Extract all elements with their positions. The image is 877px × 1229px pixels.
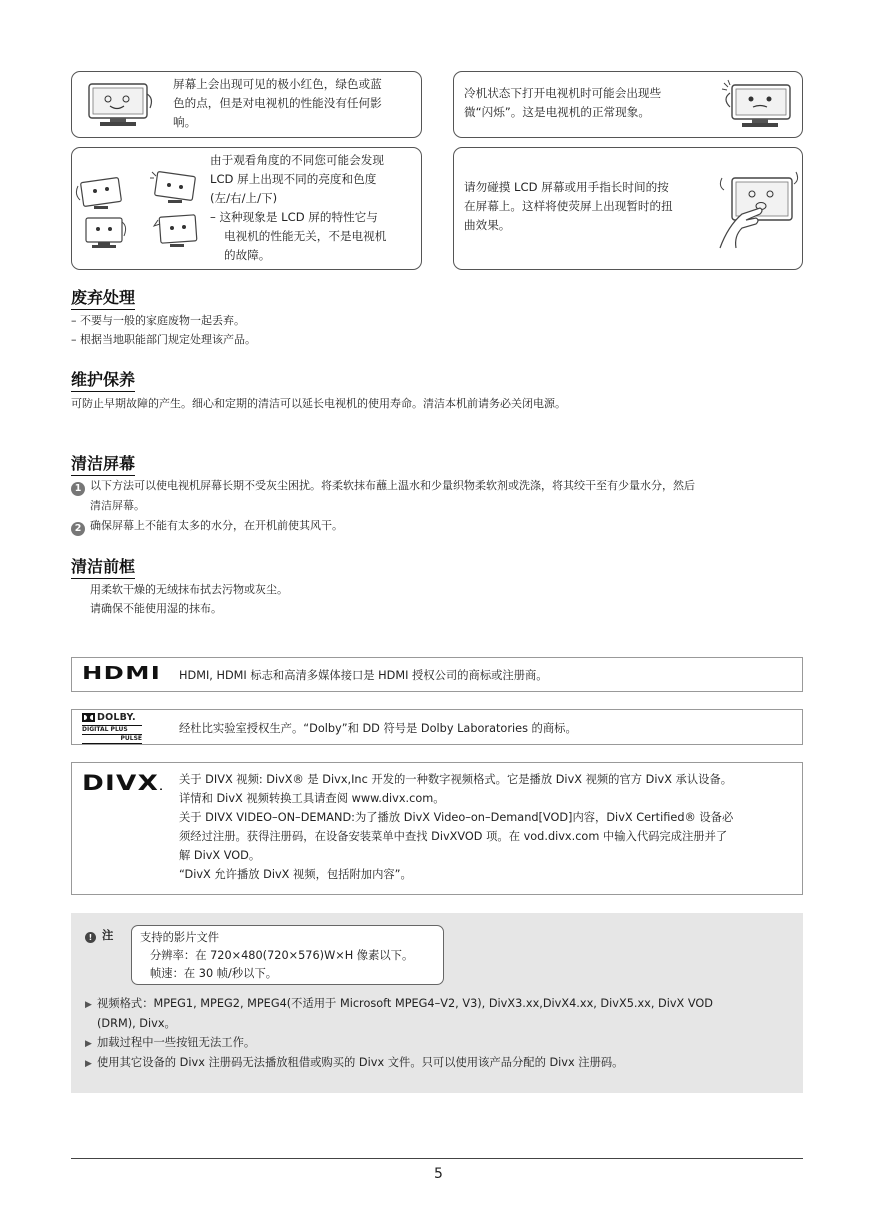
- notice-box-pixel-dots: [71, 71, 422, 138]
- tv-angles-icon: [74, 166, 206, 258]
- divx-trademark-row: [71, 762, 803, 895]
- note-box-line-2: 分辨率：在 720×480(720×576)W×H 像素以下。: [150, 949, 414, 962]
- notice-box-flicker: [453, 71, 803, 138]
- dolby-logo: [82, 712, 142, 744]
- note-bullet-2-text: 加载过程中一些按钮无法工作。: [97, 1036, 256, 1049]
- note-bullet-1-text: 视频格式：MPEG1, MPEG2, MPEG4(不适用于 Microsoft MPEG4–V2, V3), DivX3.xx,DivX4.xx, DivX5.xx, DivX VOD: [97, 997, 714, 1010]
- note-supported-files-box: [131, 925, 444, 985]
- footer-divider: [71, 1158, 803, 1159]
- box3-line-6: 的故障。: [224, 248, 271, 262]
- divx-line-5: 解 DivX VOD。: [179, 849, 261, 862]
- divx-logo-text: DIVX: [82, 771, 160, 795]
- hand-touching-tv-icon: [716, 166, 800, 250]
- divx-logo: DIVX.: [82, 771, 165, 795]
- hdmi-logo-text: HDMI: [82, 663, 162, 684]
- triangle-bullet-icon: ▶: [85, 1059, 92, 1069]
- note-icon: !: [85, 932, 96, 943]
- notice-box-no-touch: [453, 147, 803, 270]
- screen-cleaning-heading: 清洁屏幕: [71, 454, 135, 476]
- box1-line-3: 响。: [173, 115, 197, 129]
- frame-cleaning-line-2: 请确保不能使用湿的抹布。: [90, 602, 222, 615]
- disposal-line-2: – 根据当地职能部门规定处理该产品。: [71, 333, 256, 346]
- dolby-text: 经杜比实验室授权生产。“Dolby”和 DD 符号是 Dolby Laboratories 的商标。: [179, 722, 577, 735]
- box1-line-2: 色的点，但是对电视机的性能没有任何影: [173, 96, 382, 110]
- tv-shivering-icon: [718, 77, 798, 133]
- dolby-digital-plus: DIGITAL PLUS: [82, 725, 142, 735]
- screen-cleaning-item-1-cont: 清洁屏幕。: [90, 499, 145, 512]
- divx-line-2: 详情和 DivX 视频转换工具请查阅 www.divx.com。: [179, 792, 445, 805]
- box3-line-5: 电视机的性能无关，不是电视机: [224, 229, 387, 243]
- box4-line-2: 在屏幕上。这样将使荧屏上出现暂时的扭: [464, 199, 673, 213]
- triangle-bullet-icon: ▶: [85, 1000, 92, 1010]
- divx-line-1: 关于 DIVX 视频: DivX® 是 Divx,Inc 开发的一种数字视频格式。它是播放 DivX 视频的官方 DivX 承认设备。: [179, 773, 733, 786]
- screen-cleaning-item-2: [71, 516, 343, 536]
- maintenance-heading: 维护保养: [71, 370, 135, 392]
- dolby-logo-text: DOLBY.: [97, 712, 136, 723]
- screen-cleaning-item-1-text: 以下方法可以使电视机屏幕长期不受灰尘困扰。将柔软抹布蘸上温水和少量织物柔软剂或洗涤，将其绞干至有少量水分，然后: [90, 479, 695, 492]
- note-label-text: 注: [102, 929, 114, 942]
- hdmi-logo: [82, 663, 161, 684]
- box3-line-3: (左/右/上/下): [210, 191, 278, 205]
- dolby-pulse: PULSE: [82, 735, 142, 744]
- box3-line-1: 由于观看角度的不同您可能会发现: [210, 153, 384, 167]
- note-bullet-1-cont: (DRM), Divx。: [97, 1017, 176, 1030]
- box3-line-4: – 这种现象是 LCD 屏的特性它与: [210, 210, 378, 224]
- hdmi-text: HDMI, HDMI 标志和高清多媒体接口是 HDMI 授权公司的商标或注册商。: [179, 669, 548, 682]
- divx-line-3: 关于 DIVX VIDEO–ON–DEMAND:为了播放 DivX Video–on–Demand[VOD]内容，DivX Certified® 设备必: [179, 811, 734, 824]
- box2-line-2: 微“闪烁”。这是电视机的正常现象。: [464, 105, 650, 119]
- note-bullet-3: [85, 1053, 797, 1074]
- disposal-line-1: – 不要与一般的家庭废物一起丢弃。: [71, 314, 245, 327]
- notice-box-viewing-angle: [71, 147, 422, 270]
- frame-cleaning-heading: 清洁前框: [71, 557, 135, 579]
- note-label: [85, 927, 113, 943]
- screen-cleaning-item-1: [71, 476, 695, 496]
- triangle-bullet-icon: ▶: [85, 1039, 92, 1049]
- note-bullet-1: [85, 994, 797, 1015]
- tv-smiling-icon: [86, 80, 156, 132]
- box3-line-2: LCD 屏上出现不同的亮度和色度: [210, 172, 377, 186]
- page-number: 5: [434, 1166, 443, 1182]
- maintenance-text: 可防止早期故障的产生。细心和定期的清洁可以延长电视机的使用寿命。清洁本机前请务必关闭电源。: [71, 397, 566, 410]
- frame-cleaning-line-1: 用柔软干燥的无绒抹布拭去污物或灰尘。: [90, 583, 288, 596]
- note-panel: [71, 913, 803, 1093]
- dolby-trademark-row: [71, 709, 803, 745]
- step-1-icon: 1: [71, 482, 85, 496]
- note-box-line-3: 帧速：在 30 帧/秒以下。: [150, 967, 278, 980]
- note-bullet-3-text: 使用其它设备的 Divx 注册码无法播放租借或购买的 Divx 文件。只可以使用该产品分配的 Divx 注册码。: [97, 1056, 624, 1069]
- screen-cleaning-item-2-text: 确保屏幕上不能有太多的水分，在开机前使其风干。: [90, 519, 343, 532]
- divx-line-6: “DivX 允许播放 DivX 视频，包括附加内容”。: [179, 868, 412, 881]
- step-2-icon: 2: [71, 522, 85, 536]
- disposal-heading: 废弃处理: [71, 288, 135, 310]
- box2-line-1: 冷机状态下打开电视机时可能会出现些: [464, 86, 662, 100]
- box4-line-1: 请勿碰摸 LCD 屏幕或用手指长时间的按: [464, 180, 669, 194]
- note-bullet-2: [85, 1033, 797, 1054]
- box4-line-3: 曲效果。: [464, 218, 511, 232]
- divx-line-4: 须经过注册。获得注册码，在设备安装菜单中查找 DivXVOD 项。在 vod.divx.com 中输入代码完成注册并了: [179, 830, 728, 843]
- note-box-line-1: 支持的影片文件: [140, 931, 220, 944]
- hdmi-trademark-row: [71, 657, 803, 692]
- dolby-dd-icon: [82, 713, 95, 722]
- box1-line-1: 屏幕上会出现可见的极小红色，绿色或蓝: [173, 77, 382, 91]
